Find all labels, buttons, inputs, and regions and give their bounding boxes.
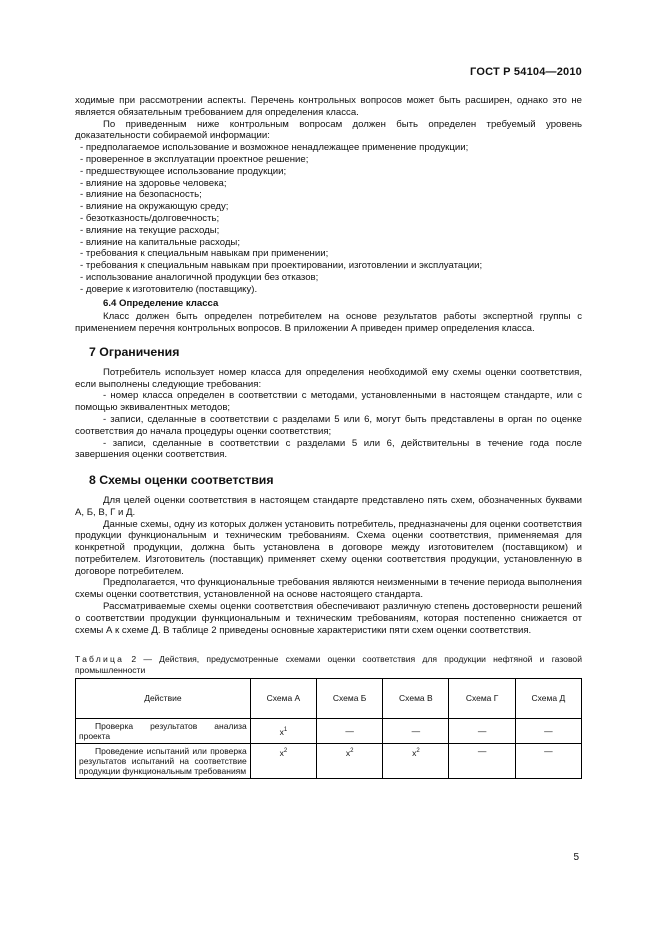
section-8-paragraph-3: Предполагается, что функциональные требования являются неизменными в течение периода выполнения схемы оценки соответствия, установленной на основе настоящего стандарта.: [75, 577, 582, 601]
checklist-item: - безотказность/долговечность;: [80, 212, 220, 224]
header-scheme-b: Схема Б: [317, 679, 383, 719]
checklist-item: - доверие к изготовителю (поставщику).: [80, 283, 258, 295]
checklist-item: - влияние на окружающую среду;: [80, 201, 229, 213]
document-code-header: ГОСТ Р 54104—2010: [470, 66, 582, 78]
section-7-item: - записи, сделанные в соответствии с разделами 5 или 6, действительны в течение года после завершения оценки соответствия.: [75, 437, 582, 461]
section-8-paragraph-2: Данные схемы, одну из которых должен установить потребитель, предназначены для оценки соответствия продукции функциональным и техническим требованиям. Схема оценки соответствия, применяемая для конкретной продукции, должна быть установлена в договоре между изготовителем (поставщиком) и потребителем. Изготовитель (поставщик) применяет схему оценки соответствия продукции, установленную в договоре потребителем.: [75, 518, 582, 577]
cell-mark: x: [279, 726, 284, 737]
cell-scheme-v: [383, 744, 449, 779]
subsection-6-4-text: Класс должен быть определен потребителем на основе результатов работы экспертной группы с применением перечня контрольных вопросов. В приложении А приведен пример определения класса.: [75, 311, 582, 335]
checklist: [75, 142, 582, 295]
section-8-title: 8 Схемы оценки соответствия: [89, 473, 274, 488]
cell-mark: x: [412, 748, 417, 759]
header-action: Действие: [76, 679, 251, 719]
cell-scheme-d: —: [515, 719, 581, 744]
table-header-row: [76, 679, 582, 719]
document-body: [75, 95, 582, 779]
cell-scheme-v: —: [383, 719, 449, 744]
cell-footnote: 2: [350, 748, 354, 755]
checklist-item: - влияние на безопасность;: [80, 189, 202, 201]
cell-scheme-a: [250, 719, 316, 744]
checklist-item: - влияние на капитальные расходы;: [80, 236, 240, 248]
row-action: Проверка результатов анализа проекта: [76, 719, 251, 744]
cell-footnote: 1: [283, 726, 288, 733]
intro-paragraph-1: ходимые при рассмотрении аспекты. Перечень контрольных вопросов может быть расширен, однако это не является обязательным требованием для определения класса.: [75, 95, 582, 118]
cell-scheme-g: —: [449, 744, 515, 779]
cell-footnote: 2: [283, 748, 288, 755]
table-caption: [75, 654, 582, 675]
cell-scheme-b: —: [317, 719, 383, 744]
checklist-item: - влияние на здоровье человека;: [80, 177, 227, 189]
header-scheme-g: Схема Г: [449, 679, 515, 719]
header-scheme-a: Схема А: [250, 679, 316, 719]
cell-scheme-b: [317, 744, 383, 779]
header-scheme-d: Схема Д: [515, 679, 581, 719]
header-scheme-v: Схема В: [383, 679, 449, 719]
checklist-item: - использование аналогичной продукции без отказов;: [80, 271, 319, 283]
section-7-title: 7 Ограничения: [89, 344, 180, 359]
cell-footnote: 2: [416, 748, 420, 755]
section-7-item: - записи, сделанные в соответствии с разделами 5 или 6, могут быть представлены в орган по оценке соответствия до начала процедуры оценки соответствия;: [75, 413, 582, 437]
checklist-item: - требования к специальным навыкам при проектировании, изготовлении и эксплуатации;: [80, 260, 483, 272]
page-number: 5: [573, 852, 579, 863]
section-7-paragraph: Потребитель использует номер класса для определения необходимой ему схемы оценки соответствия, если выполнены следующие требования:: [75, 366, 582, 390]
section-8-paragraph-1: Для целей оценки соответствия в настоящем стандарте представлено пять схем, обозначенных буквами А, Б, В, Г и Д.: [75, 494, 582, 518]
cell-scheme-d: —: [515, 744, 581, 779]
cell-mark: x: [279, 748, 284, 759]
checklist-item: - требования к специальным навыкам при применении;: [80, 248, 329, 260]
table-caption-text: 2 — Действия, предусмотренные схемами оценки соответствия для продукции нефтяной и газовой промышленности: [75, 654, 583, 675]
intro-paragraph-2: По приведенным ниже контрольным вопросам должен быть определен требуемый уровень доказательности собираемой информации:: [75, 118, 582, 142]
checklist-item: - предполагаемое использование и возможное ненадлежащее применение продукции;: [80, 142, 469, 154]
cell-scheme-a: [250, 744, 316, 779]
row-action: Проведение испытаний или проверка результатов испытаний на соответствие продукции функциональным требованиям: [76, 744, 251, 779]
checklist-item: - предшествующее использование продукции;: [80, 165, 287, 177]
table-row: [76, 744, 582, 779]
table-row: [76, 719, 582, 744]
cell-mark: x: [345, 748, 351, 759]
checklist-item: - влияние на текущие расходы;: [80, 224, 220, 236]
cell-scheme-g: —: [449, 719, 515, 744]
table-caption-label: Таблица: [75, 654, 125, 665]
checklist-item: - проверенное в эксплуатации проектное решение;: [80, 153, 309, 165]
schemes-table: [75, 678, 582, 779]
subsection-6-4-title: 6.4 Определение класса: [103, 297, 219, 309]
section-7-item: - номер класса определен в соответствии с методами, установленными в настоящем стандарте, или с помощью эквивалентных методов;: [75, 390, 582, 414]
section-8-paragraph-4: Рассматриваемые схемы оценки соответствия обеспечивают различную степень достоверности решений о соответствии продукции функциональным и техническим требованиям, которая постепенно снижается от схемы А к схеме Д. В таблице 2 приведены основные характеристики пяти схем оценки соответствия.: [75, 601, 582, 636]
